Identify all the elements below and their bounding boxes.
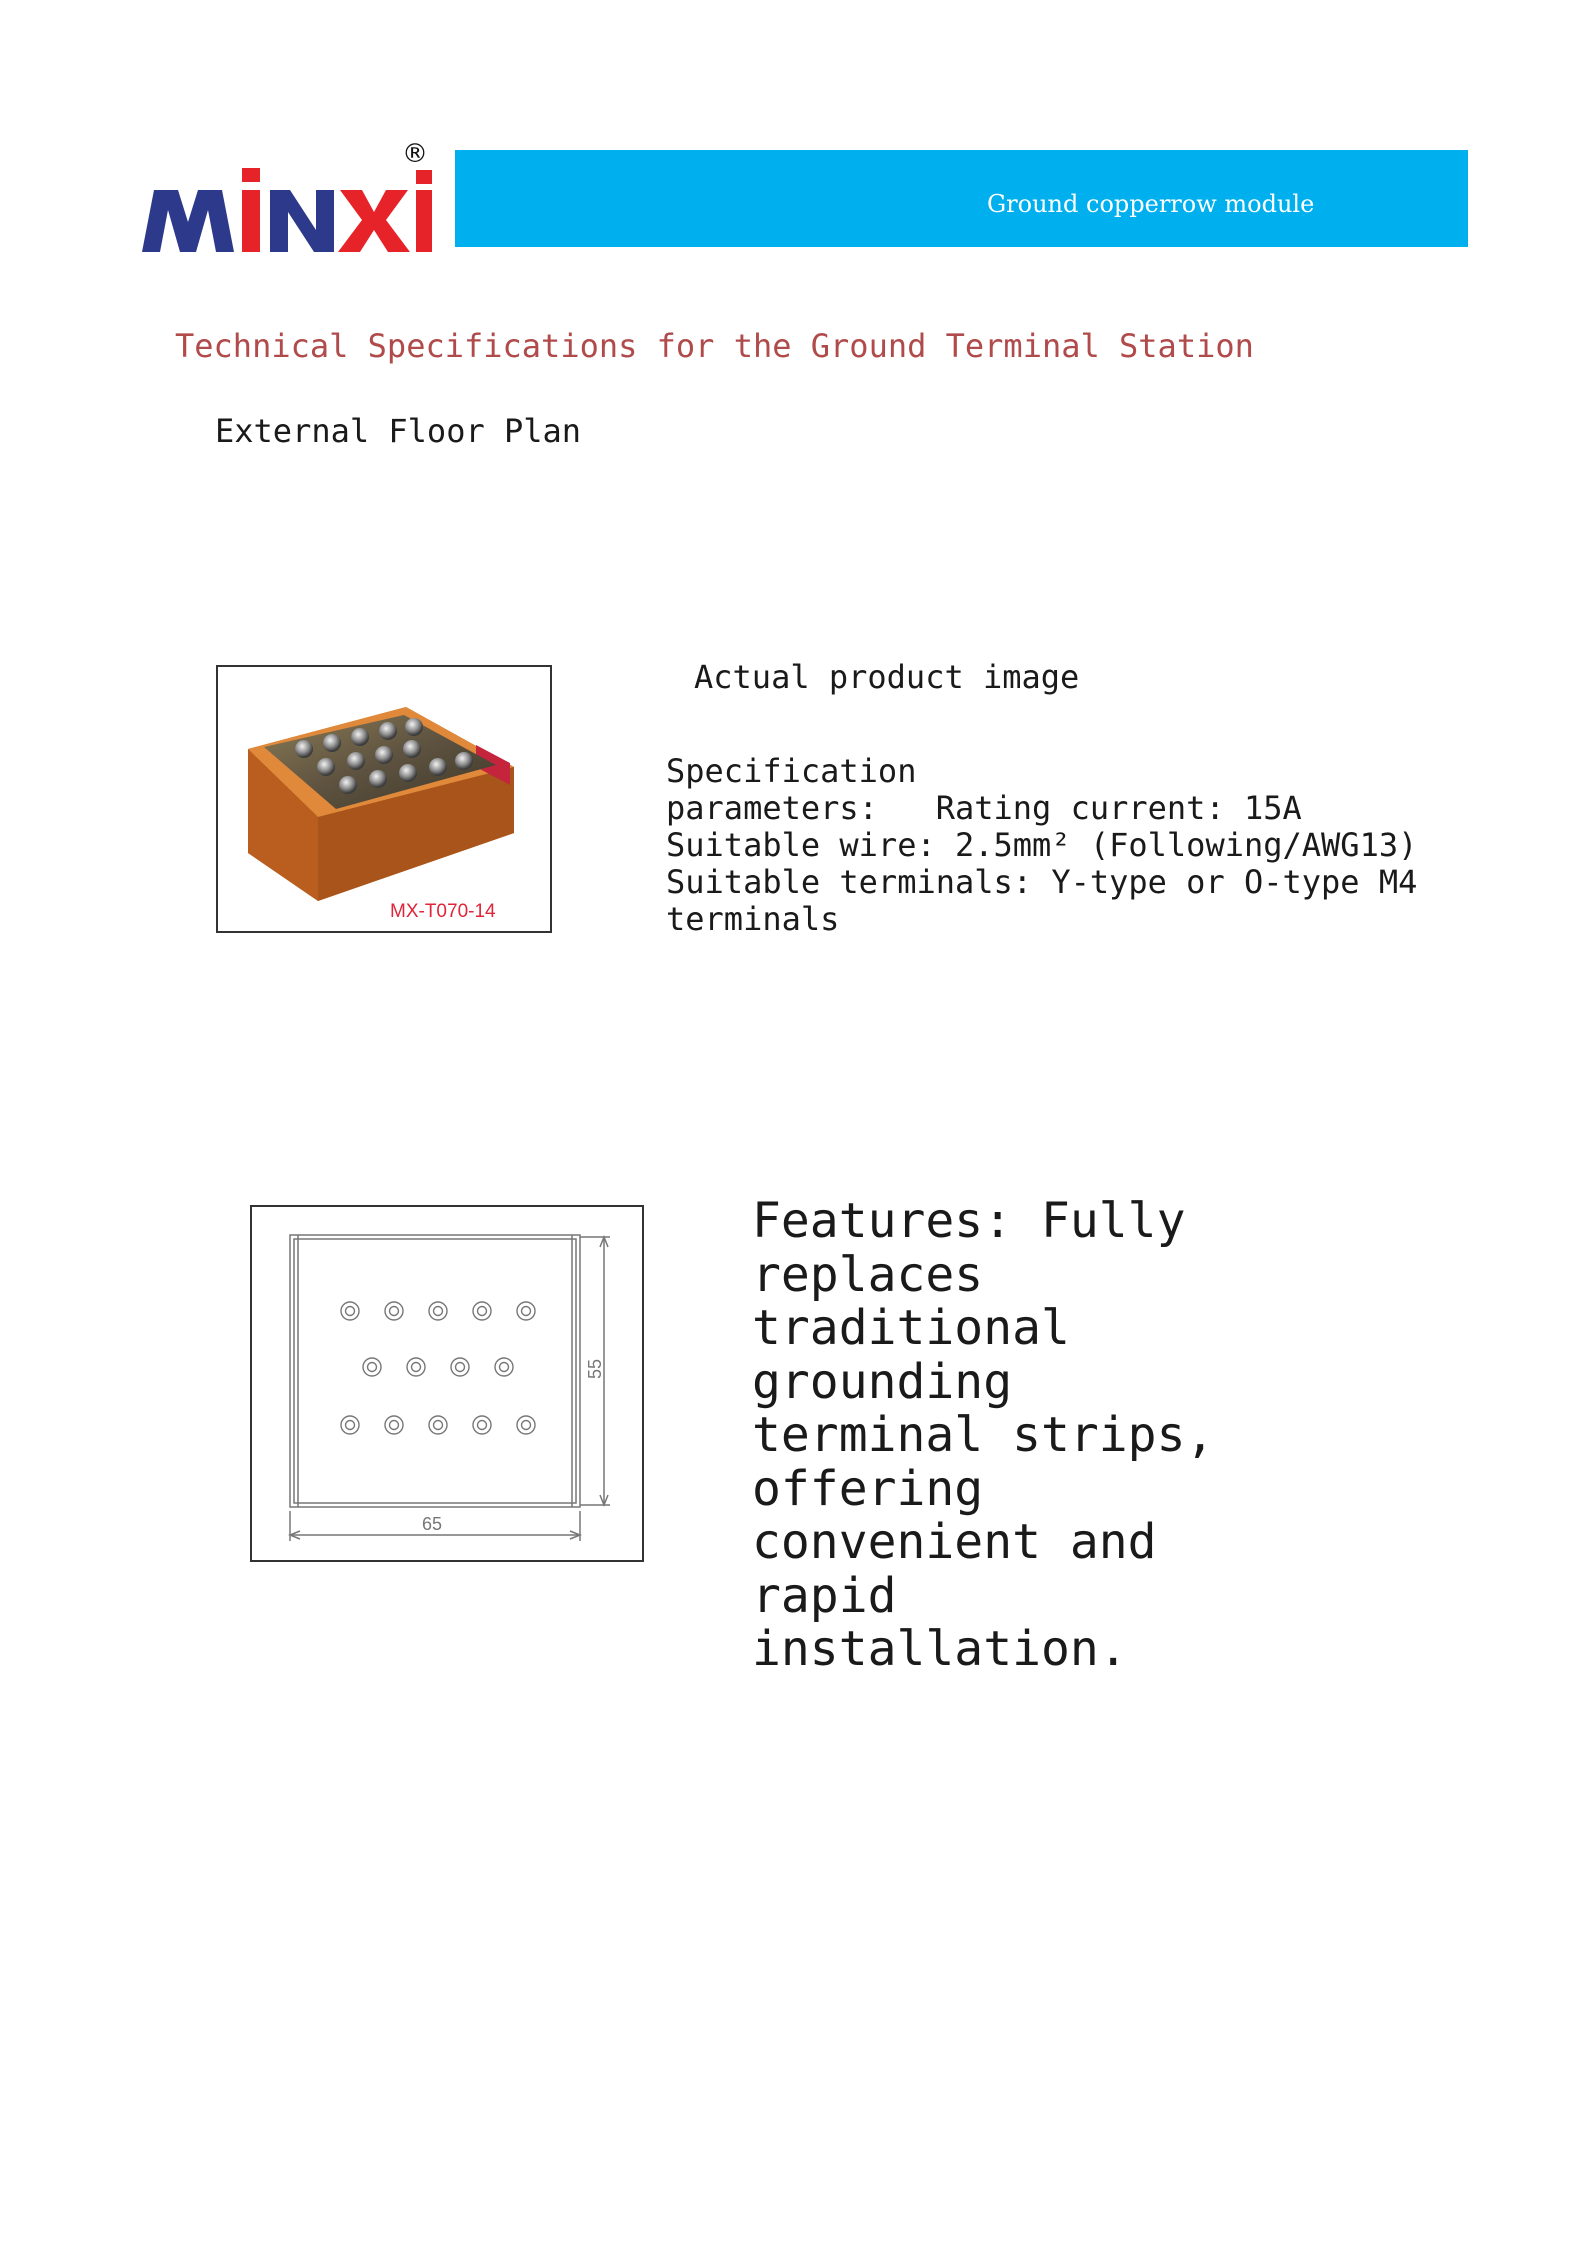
product-model-label: MX-T070-14 xyxy=(390,901,496,922)
specification-parameters xyxy=(666,753,1426,938)
spec-line: terminals xyxy=(666,900,840,938)
product-photo xyxy=(216,665,552,933)
registered-mark: ® xyxy=(402,140,428,169)
section-title: External Floor Plan xyxy=(215,412,582,450)
photo-caption: Actual product image xyxy=(694,658,1080,696)
height-dimension-label: 55 xyxy=(585,1358,605,1379)
width-dimension-label: 65 xyxy=(422,1514,443,1534)
floor-plan-drawing xyxy=(250,1205,644,1562)
spec-line: parameters: Rating current: 15A xyxy=(666,789,1302,827)
spec-line: Suitable terminals: Y-type or O-type M4 xyxy=(666,863,1418,901)
spec-line: Specification xyxy=(666,752,917,790)
spec-line: Suitable wire: 2.5mm² (Following/AWG13) xyxy=(666,826,1418,864)
brand-logo xyxy=(140,140,440,260)
document-title: Technical Specifications for the Ground Terminal Station xyxy=(175,327,1254,365)
header-title: Ground copperrow module xyxy=(987,190,1315,218)
header-bar xyxy=(455,150,1468,247)
features-text: Features: Fully replaces traditional grounding terminal strips, offering convenient and rapid installation. xyxy=(752,1193,1215,1677)
